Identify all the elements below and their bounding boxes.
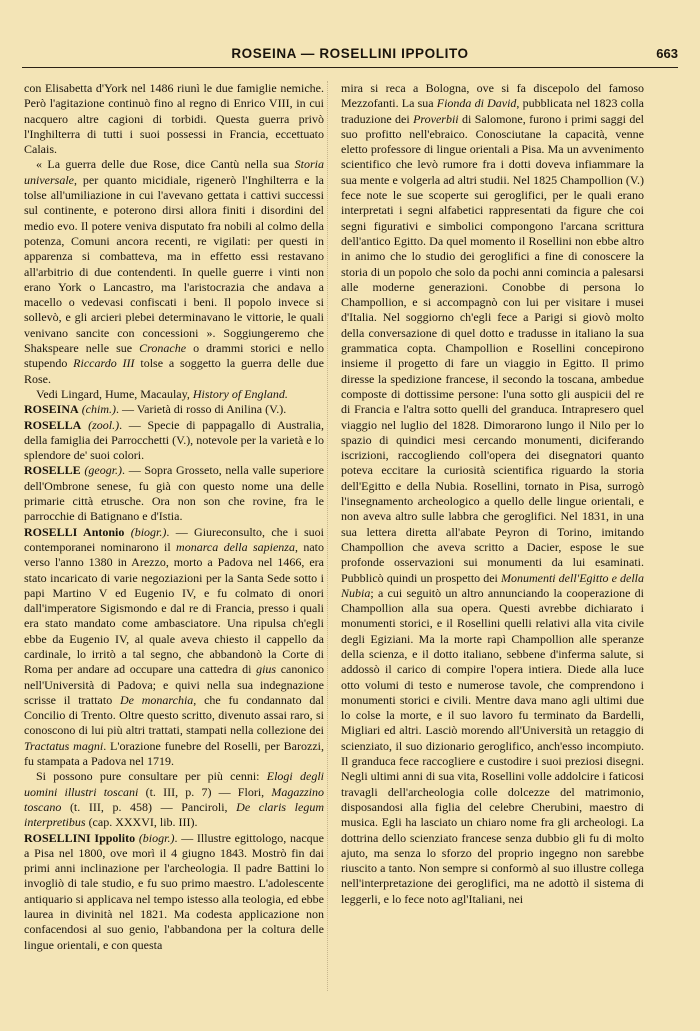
paragraph-wars-of-roses: con Elisabetta d'York nel 1486 riunì le due famiglie nemiche. Però l'agitazione continuò fino al regno di Enrico VIII, in cui nacquero altre cagioni di torbidi. Questa guerra privò l'Inghilterra di tutti i suoi possessi in Francia, eccettuato Calais. — [24, 81, 324, 157]
paragraph-roselli-sources: Si possono pure consultare per più cenni: Elogi degli uomini illustri toscani (t. III, p. 7) — Flori, Magazzino toscano (t. III, p. 458) — Panciroli, De claris legum interpretibus (cap. XXXVI, lib. III). — [24, 769, 325, 830]
page-header — [22, 46, 678, 68]
column-divider — [327, 81, 329, 991]
left-column — [24, 81, 324, 953]
entry-roselle: ROSELLE (geogr.). — Sopra Grosseto, nella valle superiore dell'Ombrone senese, fu già con questo nome una delle primarie città etrusche. Ora non son che rovine, fra le parrocchie di Batignano e d'Istia. — [24, 463, 324, 524]
entry-rosella: ROSELLA (zool.). — Specie di pappagallo di Australia, della famiglia dei Parrocchetti (V.), notevole per la varietà e lo splendore de' suoi colori. — [24, 417, 325, 463]
entry-rosellini-ippolito: ROSELLINI Ippolito (biogr.). — Illustre egittologo, nacque a Pisa nel 1800, ove morì il 4 giugno 1843. Mostrò fin dai primi anni inclinazione per l'archeologia. Il padre Battini lo invogliò di tale studio, e fu suo primo maestro. L'adolescente antiquario si applicava nel tempo istesso alla teologia, ed ebbe laurea in divinità nel 1821. Ma codesta applicazione non confacendosi al suo genio, l'abbandona per la coltura delle lingue orientali, e con questa — [24, 830, 324, 952]
running-title: ROSEINA — ROSELLINI IPPOLITO — [231, 46, 469, 61]
paragraph-references: Vedi Lingard, Hume, Macaulay, History of England. — [36, 386, 288, 401]
paragraph-cantu-quote: « La guerra delle due Rose, dice Cantù nella sua Storia universale, per quanto micidiale, rigenerò l'Inghilterra e la tolse all'umiliazione in cui l'avevano gettata i cattivi successi sul continente, e poterono dirsi allora finiti i disordini del medio evo. Il potere veniva disputato fra nobili al colmo della potenza, Comuni ancora recenti, re vigilati: per questi in apparenza si combatteva, ma in effetto essi restavano all'arbitrio di due contendenti. In quelle guerre i vinti non erano York o Lancastro, ma l'aristocrazia che andava a macello o vedevasi confiscati i beni. Il popolo invece si sollevò, e gli arcieri plebei determinavano le vittorie, le quali venivano sancite con concessioni ». Soggiungeremo che Shakspeare nelle sue Cronache o drammi storici e nello stupendo Riccardo III tolse a soggetto la guerra delle due Rose. — [24, 157, 324, 386]
header-rule — [22, 67, 678, 68]
entry-roseina: ROSEINA (chim.). — Varietà di rosso di Anilina (V.). — [24, 402, 287, 417]
page-number: 663 — [656, 46, 678, 61]
right-column — [341, 81, 644, 907]
paragraph-rosellini-continued: mira si reca a Bologna, ove si fa discepolo del famoso Mezzofanti. La sua Fionda di David, pubblicata nel 1823 colla traduzione dei Proverbii di Salomone, furono i primi saggi del suo profitto nell'ebraico. Conosciutane la capacità, venne eletto professore di lingue orientali a Pisa. Ma un avvenimento scientifico che levò rumore fra i dotti doveva infiammare la sua mente e volgerla ad altri studii. Nel 1825 Champollion (V.) fece note le sue scoperte sui geroglifici, per le quali erano interpretati i segni alfabetici rappresentati da figure che coi segni figurativi e simbolici compongono l'arcana scrittura dell'antico Egitto. Da quel momento il Rosellini non ebbe altro in animo che lo studio dei geroglifici a fine di conoscere la storia di un popolo che solo da pochi anni comincia a palesarsi alle moderne generazioni. Conobbe di persona lo Champollion, e si accompagnò con lui per visitare i musei d'Italia. Nel soggiorno ch'egli fece a Parigi si giovò molto della conversazione di quel dotto e tradusse in italiano la sua grammatica copta. Champollion e Rosellini concepirono insieme il progetto di fare un viaggio in Egitto. Il primo diresse la spedizione francese, il secondo la toscana, ambedue composte di dottissime persone: l'una sotto gli auspicii del re di Francia e l'altra sotto quelli del granduca. Intrapresero quel viaggio nel luglio del 1828. Dimorarono lungo il Nilo per lo spazio di quindici mesi cercando monumenti, diciferando iscrizioni, raccogliendo coll'opera dei disegnatori quanto poteva eccitare la curiosità scientifica riguardo la storia dell'Egitto e della Nubia. Rosellini, tornato in Pisa, surrogò l'insegnamento archeologico a quello delle lingue orientali, e non aveva altro sulle labbra che geroglifici. Nel 1831, in una sua lettera diretta all'abate Peyron di Torino, imitando Champollion che aveva scritto a Dacier, espose le sue profonde osservazioni sui monumenti da lui esaminati. Pubblicò quindi un prospetto dei Monumenti dell'Egitto e della Nubia; a cui seguitò un altro annunciando la cooperazione di Champollion alla sua opera. Questi avrebbe dichiarato i monumenti storici, e il Rosellini quelli relativi alla vita civile degli Egiziani. Ma la morte rapì Champollion alle speranze della scienza, e il dotto italiano, sebbene d'inferma salute, si addossò il carico di compire l'opera intiera. Diede alla luce otto volumi di testo e numerose tavole, che comprendono i monumenti storici e civili. Mentre dava mano agli ultimi due lo colse la morte, e il suo lavoro fu terminato da Bardelli, Migliari ed altri. Lasciò morendo all'Università un retaggio di scienziato, il suo dizionario geroglifico, anch'esso incompiuto. Il granduca fece raccogliere e custodire i suoi preziosi disegni. Negli ultimi anni di sua vita, Rosellini volle addolcire i faticosi travagli dell'archeologia colle dolcezze del matrimonio, disposandosi alla figlia del celebre Cherubini, maestro di musica. Egli ha lasciato un chiaro nome fra gli archeologi. La dottrina dello scienziato francese senza dubbio gli fu di molto ajuto, ma senza lo sforzo del proprio ingegno non sarebbe riuscito a tanto. Non sempre si conformò al suo illustre collega nell'interpretazione dei geroglifici, ma ne adottò il sistema di leggerli, e lo fece noto agl'Italiani, nei — [341, 81, 644, 906]
entry-roselli-antonio: ROSELLI Antonio (biogr.). — Giureconsulto, che i suoi contemporanei nominarono il monarca della sapienza, nato verso l'anno 1380 in Arezzo, morto a Padova nel 1466, era stato incaricato di varie negoziazioni per la Santa Sede sotto i papi Martino V ed Eugenio IV, e fu colmato di onori dall'imperatore Sigismondo e dal re di Francia, presso i quali era stato mandato come ambasciatore. Una ripulsa ch'egli ebbe da Eugenio IV, al quale aveva chiesto il cappello da cardinale, lo irritò a tal segno, che abbandonò la Corte di Roma per andare ad occupare una cattedra di gius canonico nell'Università di Padova; e quivi nella sua indegnazione scrisse il trattato De monarchia, che fu condannato dal Concilio di Trento. Oltre questo scritto, divenuto assai raro, si conoscono di lui più altri trattati, stampati nella collezione dei Tractatus magni. L'orazione funebre del Roselli, per Barozzi, fu stampata a Padova nel 1719. — [24, 524, 325, 769]
